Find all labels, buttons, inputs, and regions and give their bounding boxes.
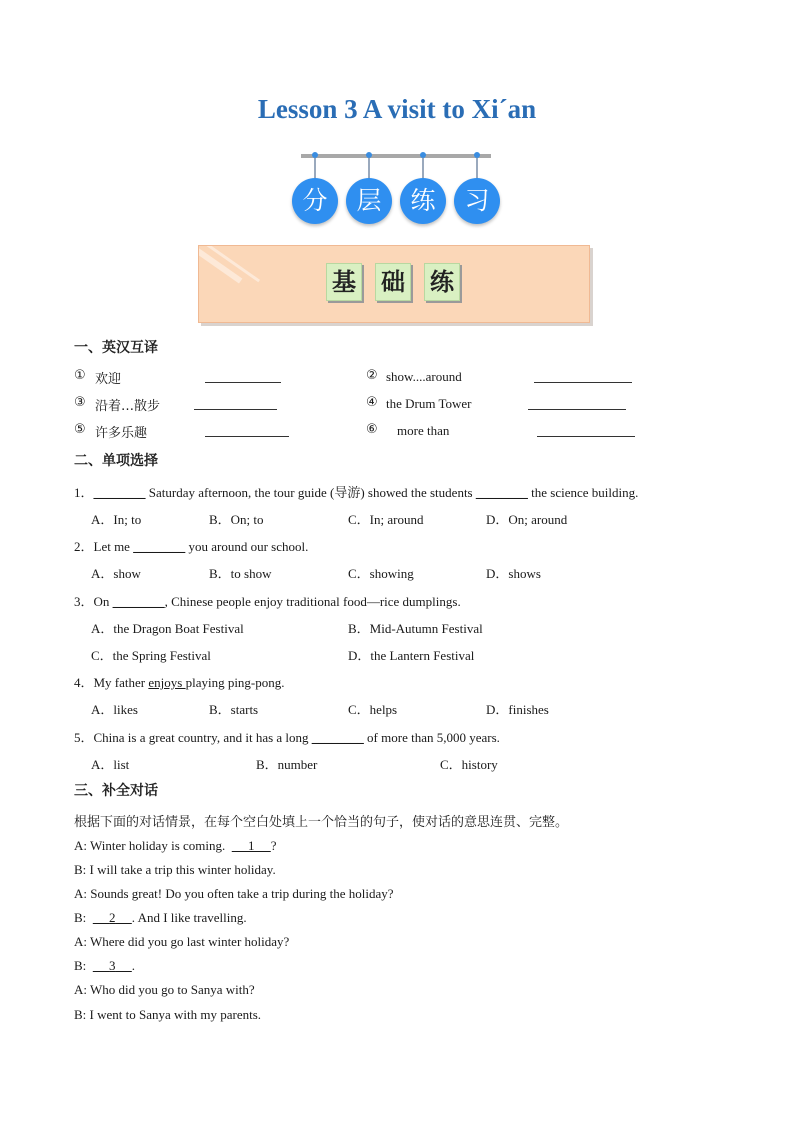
- dialogue-line: B: 2 . And I like travelling.: [74, 910, 247, 925]
- option[interactable]: C．In; around: [348, 512, 424, 527]
- badge-string: [476, 158, 478, 180]
- dialogue-line: A: Winter holiday is coming. 1 ?: [74, 838, 277, 853]
- dialogue-line: B: I went to Sanya with my parents.: [74, 1007, 262, 1022]
- question-stem: 3．On ________, Chinese people enjoy traditional food—rice dumplings.: [74, 594, 461, 609]
- answer-blank[interactable]: 3: [109, 958, 116, 973]
- answer-blank[interactable]: ________: [311, 730, 364, 745]
- option[interactable]: D．shows: [486, 566, 541, 581]
- answer-blank[interactable]: [537, 436, 635, 437]
- item-text: 沿着…散步: [95, 399, 161, 414]
- option[interactable]: A．the Dragon Boat Festival: [91, 621, 244, 636]
- dialogue-line: A: Sounds great! Do you often take a trip during the holiday?: [74, 886, 394, 901]
- question-stem: 2．Let me ________ you around our school.: [74, 539, 309, 554]
- badge-char: 分: [292, 178, 338, 224]
- item-number: ①: [74, 368, 86, 383]
- section-heading: 三、补全对话: [74, 783, 158, 799]
- option[interactable]: C．history: [440, 757, 498, 772]
- item-text: show....around: [386, 369, 462, 384]
- answer-blank[interactable]: [534, 382, 632, 383]
- badge-string: [314, 158, 316, 180]
- badge-string: [368, 158, 370, 180]
- item-number: ③: [74, 395, 86, 410]
- dialogue-line: A: Who did you go to Sanya with?: [74, 982, 255, 997]
- banner-char: 练: [424, 263, 460, 301]
- badge-char: 练: [400, 178, 446, 224]
- instruction: 根据下面的对话情景，在每个空白处填上一个恰当的句子，使对话的意思连贯、完整。: [74, 815, 569, 830]
- answer-blank[interactable]: [205, 382, 281, 383]
- answer-blank[interactable]: [194, 409, 277, 410]
- option[interactable]: C．helps: [348, 702, 398, 717]
- page-title: Lesson 3 A visit to Xi´an: [257, 94, 537, 124]
- item-text: more than: [397, 423, 450, 438]
- banner-char: 基: [326, 263, 362, 301]
- answer-blank[interactable]: ________: [112, 594, 165, 609]
- answer-blank[interactable]: 2: [109, 910, 116, 925]
- answer-blank[interactable]: [205, 436, 289, 437]
- underlined-word: enjoys: [148, 675, 186, 690]
- option[interactable]: B．number: [256, 757, 318, 772]
- option[interactable]: A．show: [91, 566, 141, 581]
- badge-char: 层: [346, 178, 392, 224]
- option[interactable]: D．the Lantern Festival: [348, 648, 475, 663]
- option[interactable]: C．the Spring Festival: [91, 648, 211, 663]
- option[interactable]: B．On; to: [209, 512, 264, 527]
- item-number: ②: [366, 368, 378, 383]
- option[interactable]: A．likes: [91, 702, 138, 717]
- item-number: ⑥: [366, 422, 378, 437]
- option[interactable]: A．In; to: [91, 512, 142, 527]
- question-stem: 1．________ Saturday afternoon, the tour guide (导游) showed the students ________ the science building.: [74, 485, 639, 500]
- answer-blank[interactable]: ________: [475, 485, 528, 500]
- dialogue-line: A: Where did you go last winter holiday?: [74, 934, 290, 949]
- option[interactable]: B．Mid-Autumn Festival: [348, 621, 483, 636]
- item-text: 欢迎: [95, 372, 122, 387]
- badge-string: [422, 158, 424, 180]
- item-number: ⑤: [74, 422, 86, 437]
- dialogue-line: B: I will take a trip this winter holiday.: [74, 862, 276, 877]
- question-stem: 4．My father enjoys playing ping-pong.: [74, 675, 285, 690]
- banner-char: 础: [375, 263, 411, 301]
- badge-char: 习: [454, 178, 500, 224]
- answer-blank[interactable]: ________: [133, 539, 186, 554]
- question-stem: 5．China is a great country, and it has a long ________ of more than 5,000 years.: [74, 730, 500, 745]
- option[interactable]: C．showing: [348, 566, 414, 581]
- badge-hanger-bar: [301, 154, 491, 158]
- section-heading: 二、单项选择: [74, 453, 158, 469]
- answer-blank[interactable]: 1: [248, 838, 255, 853]
- answer-blank[interactable]: ________: [93, 485, 146, 500]
- dialogue-line: B: 3 .: [74, 958, 136, 973]
- item-text: 许多乐趣: [95, 426, 148, 441]
- item-number: ④: [366, 395, 378, 410]
- option[interactable]: D．On; around: [486, 512, 568, 527]
- item-text: the Drum Tower: [386, 396, 472, 411]
- answer-blank[interactable]: [528, 409, 626, 410]
- option[interactable]: B．to show: [209, 566, 272, 581]
- option[interactable]: D．finishes: [486, 702, 549, 717]
- option[interactable]: A．list: [91, 757, 130, 772]
- section-heading: 一、英汉互译: [74, 340, 158, 356]
- option[interactable]: B．starts: [209, 702, 259, 717]
